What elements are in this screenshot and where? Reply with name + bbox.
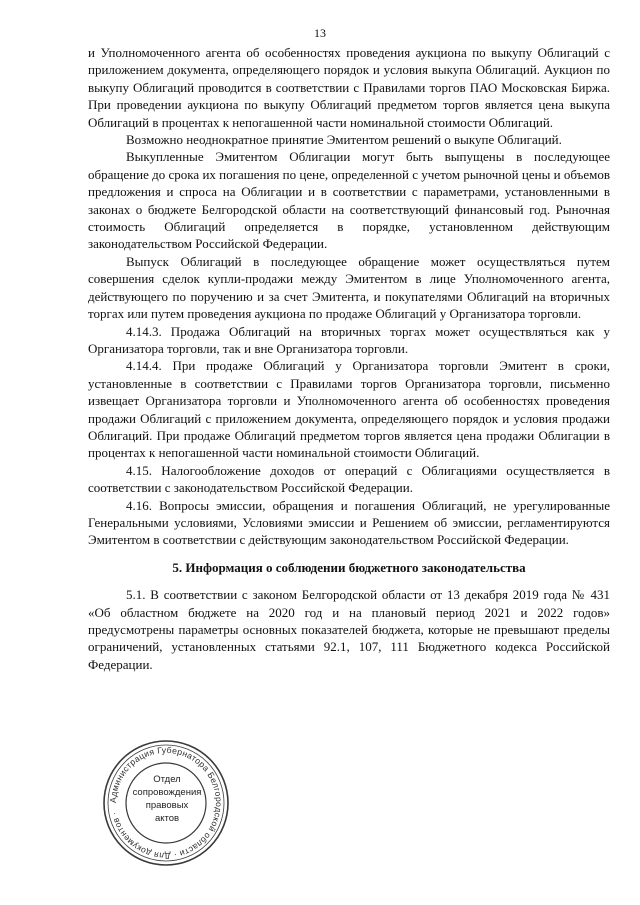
paragraph-5-1: 5.1. В соответствии с законом Белгородской области от 13 декабря 2019 года № 431 «Об областном бюджете на 2020 год и на плановый период 2021 и 2022 годов» предусмотрены параметры основных показателей бюджета, которые не превышают пределы ограничений, установленных статьями 92.1, 107, 111 Бюджетного кодекса Российской Федерации. <box>88 587 610 672</box>
stamp-ring-text: Администрация Губернатора Белгородской области · Для документов · <box>107 744 225 862</box>
paragraph-4-14-3: 4.14.3. Продажа Облигаций на вторичных торгах может осуществляться как у Организатора торговли, так и вне Организатора торговли. <box>88 323 610 356</box>
stamp-line-2: сопровождения <box>132 787 202 798</box>
document-body <box>88 44 610 673</box>
paragraph-reissue-method: Выпуск Облигаций в последующее обращение может осуществляться путем совершения сделок купли-продажи между Эмитентом в лице Уполномоченного агента, действующего по поручению и за счет Эмитента, и покупателями Облигаций на вторичных торгах или путем проведения аукциона по продаже Облигаций у Организатора торговли. <box>88 253 610 322</box>
paragraph-4-16: 4.16. Вопросы эмиссии, обращения и погашения Облигаций, не урегулированные Генеральными условиями, Условиями эмиссии и Решением об эмиссии, регламентируются Эмитентом в соответствии с действующим законодательством Российской Федерации. <box>88 497 610 548</box>
section-heading: 5. Информация о соблюдении бюджетного законодательства <box>172 559 526 575</box>
stamp-center-text <box>132 773 202 825</box>
paragraph-4-15: 4.15. Налогообложение доходов от операций с Облигациями осуществляется в соответствии с законодательством Российской Федерации. <box>88 462 610 496</box>
stamp-line-3: правовых <box>145 800 189 811</box>
page-number: 13 <box>314 26 326 40</box>
official-stamp <box>101 738 231 868</box>
paragraph-continuation: и Уполномоченного агента об особенностях проведения аукциона по выкупу Облигаций с приложением документа, определяющего порядок и условия выкупа Облигаций. Аукцион по выкупу Облигаций проводится в соответствии с Правилами торгов ПАО Московская Биржа. При проведении аукциона по выкупу Облигаций предметом торгов является цена выкупа Облигаций в процентах к непогашенной части номинальной стоимости Облигаций. <box>88 45 610 130</box>
paragraph-repeat-buyback: Возможно неоднократное принятие Эмитентом решений о выкупе Облигаций. <box>126 132 562 148</box>
stamp-line-1: Отдел <box>153 774 181 785</box>
stamp-line-4: актов <box>154 813 180 824</box>
paragraph-reissue: Выкупленные Эмитентом Облигации могут быть выпущены в последующее обращение до срока их погашения по цене, определенной с учетом рыночной цены и объемов предложения и спроса на Облигации и в соответствии с параметрами, установленными в законах о бюджете Белгородской области на соответствующий финансовый год. Рыночная стоимость Облигаций определяется в порядке, установленном действующим законодательством Российской Федерации. <box>88 149 610 252</box>
paragraph-4-14-4: 4.14.4. При продаже Облигаций у Организатора торговли Эмитент в сроки, установленные в соответствии с Правилами торгов Организатора торговли, письменно извещает Организатора торговли и Уполномоченного агента об особенностях проведения продажи Облигаций с приложением документа, определяющего порядок и условия продажи Облигаций. При продаже Облигаций предметом торгов является цена продажи Облигации в процентах к непогашенной части номинальной стоимости Облигаций. <box>88 358 610 461</box>
